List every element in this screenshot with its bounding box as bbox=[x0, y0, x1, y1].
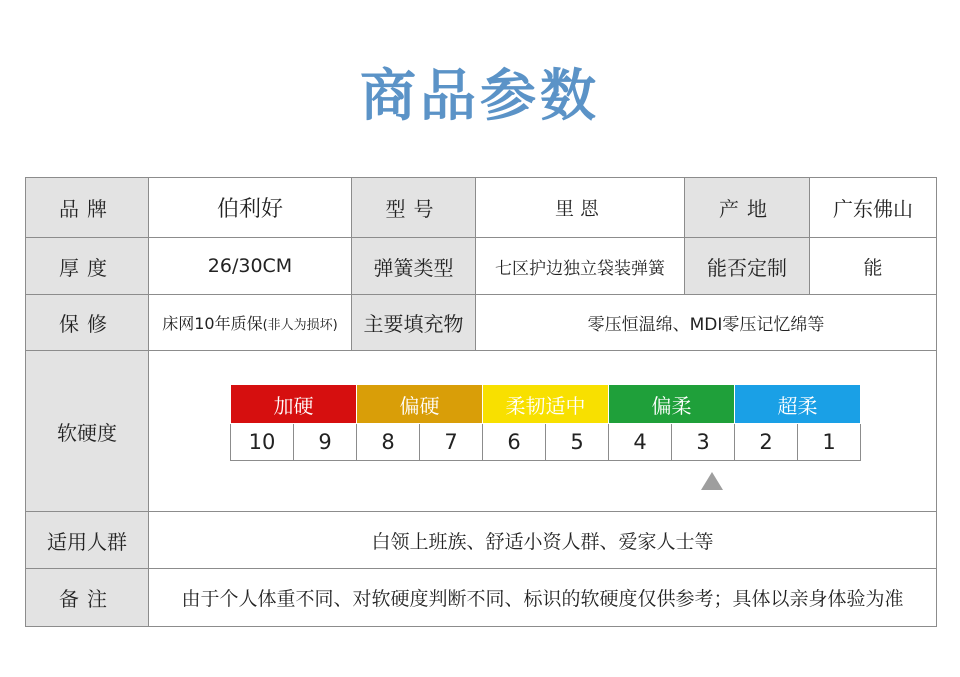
customizable-value: 能 bbox=[810, 238, 937, 295]
firmness-level: 5 bbox=[546, 424, 609, 461]
spring-type-value: 七区护边独立袋装弹簧 bbox=[476, 238, 685, 295]
customizable-label: 能否定制 bbox=[685, 238, 810, 295]
warranty-main: 床网10年质保 bbox=[162, 314, 263, 333]
firmness-level: 10 bbox=[231, 424, 294, 461]
table-row bbox=[26, 238, 937, 295]
table-row bbox=[26, 512, 937, 569]
firmness-level: 2 bbox=[735, 424, 798, 461]
filling-label: 主要填充物 bbox=[352, 295, 476, 351]
firmness-category: 柔韧适中 bbox=[483, 385, 609, 424]
remarks-value: 由于个人体重不同、对软硬度判断不同、标识的软硬度仅供参考；具体以亲身体验为准 bbox=[149, 569, 937, 627]
thickness-label: 厚度 bbox=[26, 238, 149, 295]
firmness-category: 加硬 bbox=[231, 385, 357, 424]
model-label: 型号 bbox=[352, 178, 476, 238]
audience-value: 白领上班族、舒适小资人群、爱家人士等 bbox=[149, 512, 937, 569]
table-row bbox=[26, 178, 937, 238]
firmness-category: 偏硬 bbox=[357, 385, 483, 424]
warranty-value bbox=[149, 295, 352, 351]
firmness-label: 软硬度 bbox=[26, 351, 149, 512]
table-row bbox=[26, 569, 937, 627]
firmness-level-row bbox=[231, 424, 861, 461]
warranty-note: (非人为损坏) bbox=[262, 318, 338, 333]
audience-label: 适用人群 bbox=[26, 512, 149, 569]
warranty-label: 保修 bbox=[26, 295, 149, 351]
remarks-label: 备注 bbox=[26, 569, 149, 627]
firmness-level: 1 bbox=[798, 424, 861, 461]
selected-level-marker-icon bbox=[701, 472, 723, 490]
firmness-level: 9 bbox=[294, 424, 357, 461]
spring-type-label: 弹簧类型 bbox=[352, 238, 476, 295]
firmness-level: 8 bbox=[357, 424, 420, 461]
firmness-level: 3 bbox=[672, 424, 735, 461]
firmness-scale-table bbox=[230, 384, 861, 461]
table-row bbox=[26, 351, 937, 512]
firmness-level: 7 bbox=[420, 424, 483, 461]
origin-value: 广东佛山 bbox=[810, 178, 937, 238]
brand-value: 伯利好 bbox=[149, 178, 352, 238]
table-row bbox=[26, 295, 937, 351]
spec-table bbox=[25, 177, 937, 627]
thickness-value: 26/30CM bbox=[149, 238, 352, 295]
filling-value: 零压恒温绵、MDI零压记忆绵等 bbox=[476, 295, 937, 351]
page-title: 商品参数 bbox=[360, 64, 600, 129]
firmness-level: 4 bbox=[609, 424, 672, 461]
firmness-category: 偏柔 bbox=[609, 385, 735, 424]
firmness-category-row bbox=[231, 385, 861, 424]
origin-label: 产地 bbox=[685, 178, 810, 238]
brand-label: 品牌 bbox=[26, 178, 149, 238]
firmness-scale bbox=[149, 351, 936, 511]
firmness-level: 6 bbox=[483, 424, 546, 461]
firmness-scale-cell bbox=[149, 351, 937, 512]
model-value: 里恩 bbox=[476, 178, 685, 238]
firmness-category: 超柔 bbox=[735, 385, 861, 424]
